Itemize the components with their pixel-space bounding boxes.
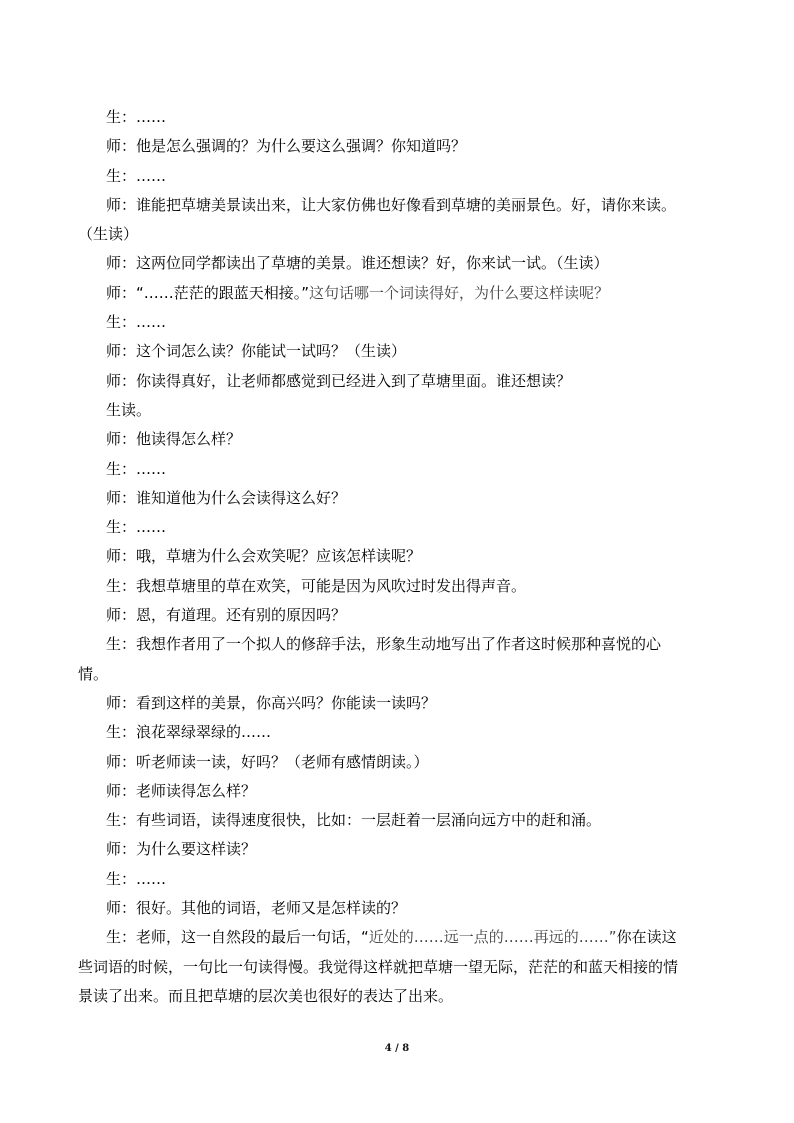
paragraph: 师：听老师读一读，好吗？（老师有感情朗读。）: [106, 752, 429, 771]
quoted-text: 师：“……茫茫的跟蓝天相接。”: [106, 283, 310, 302]
paragraph: 生：……: [106, 869, 167, 888]
document-body: [78, 103, 722, 1011]
paragraph: 生：……: [106, 108, 167, 126]
paragraph: 师：看到这样的美景，你高兴吗？你能读一读吗？: [106, 693, 437, 712]
paragraph: 生：有些词语，读得速度很快，比如：一层赶着一层涌向远方中的赶和涌。: [106, 811, 602, 830]
quoted-text: 近处的……远一点的……再远的……”: [368, 928, 617, 947]
paragraph: 生：我想作者用了一个拟人的修辞手法，形象生动地写出了作者这时候那种喜悦的心: [106, 635, 662, 654]
paragraph: 师：恩，有道理。还有别的原因吗？: [106, 606, 347, 625]
page-number: 4 / 8: [384, 1043, 410, 1054]
paragraph: 师：他是怎么强调的？为什么要这么强调？你知道吗？: [106, 137, 467, 156]
paragraph: 生：……: [106, 313, 167, 332]
paragraph: [78, 279, 722, 308]
paragraph: 生：……: [106, 518, 167, 537]
paragraph-continuation: 景读了出来。而且把草塘的层次美也很好的表达了出来。: [78, 986, 454, 1005]
paragraph-continuation: 情。: [78, 664, 109, 683]
paragraph: 师：谁知道他为什么会读得这么好？: [106, 488, 347, 507]
paragraph: 生：……: [106, 166, 167, 185]
student-reply-tail: 你在读这: [616, 928, 677, 947]
paragraph: 师：谁能把草塘美景读出来，让大家仿佛也好像看到草塘的美丽景色。好，请你来读。: [106, 195, 677, 214]
paragraph-continuation: 些词语的时候，一句比一句读得慢。我觉得这样就把草塘一望无际，茫茫的和蓝天相接的情: [78, 957, 679, 976]
paragraph: 师：你读得真好，让老师都感觉到已经进入到了草塘里面。谁还想读？: [106, 371, 572, 390]
paragraph: 生：……: [106, 459, 167, 478]
student-reply-start: 生：老师，这一自然段的最后一句话，“: [106, 928, 369, 947]
paragraph: 生读。: [106, 400, 152, 419]
paragraph: 生：我想草塘里的草在欢笑，可能是因为风吹过时发出得声音。: [106, 576, 527, 595]
paragraph-continuation: （生读）: [78, 225, 139, 244]
paragraph: 师：这两位同学都读出了草塘的美景。谁还想读？好，你来试一试。（生读）: [106, 254, 609, 273]
paragraph: 师：这个词怎么读？你能试一试吗？（生读）: [106, 342, 407, 361]
paragraph: 师：他读得怎么样？: [106, 430, 242, 449]
question-text: 这句话哪一个词读得好，为什么要这样读呢？: [309, 283, 610, 302]
paragraph: 师：哦，草塘为什么会欢笑呢？应该怎样读呢？: [106, 547, 422, 566]
paragraph: [78, 923, 722, 952]
paragraph: 师：很好。其他的词语，老师又是怎样读的？: [106, 899, 407, 918]
paragraph: 生：浪花翠绿翠绿的……: [106, 723, 272, 742]
paragraph: 师：老师读得怎么样？: [106, 781, 257, 800]
paragraph: 师：为什么要这样读？: [106, 840, 257, 859]
